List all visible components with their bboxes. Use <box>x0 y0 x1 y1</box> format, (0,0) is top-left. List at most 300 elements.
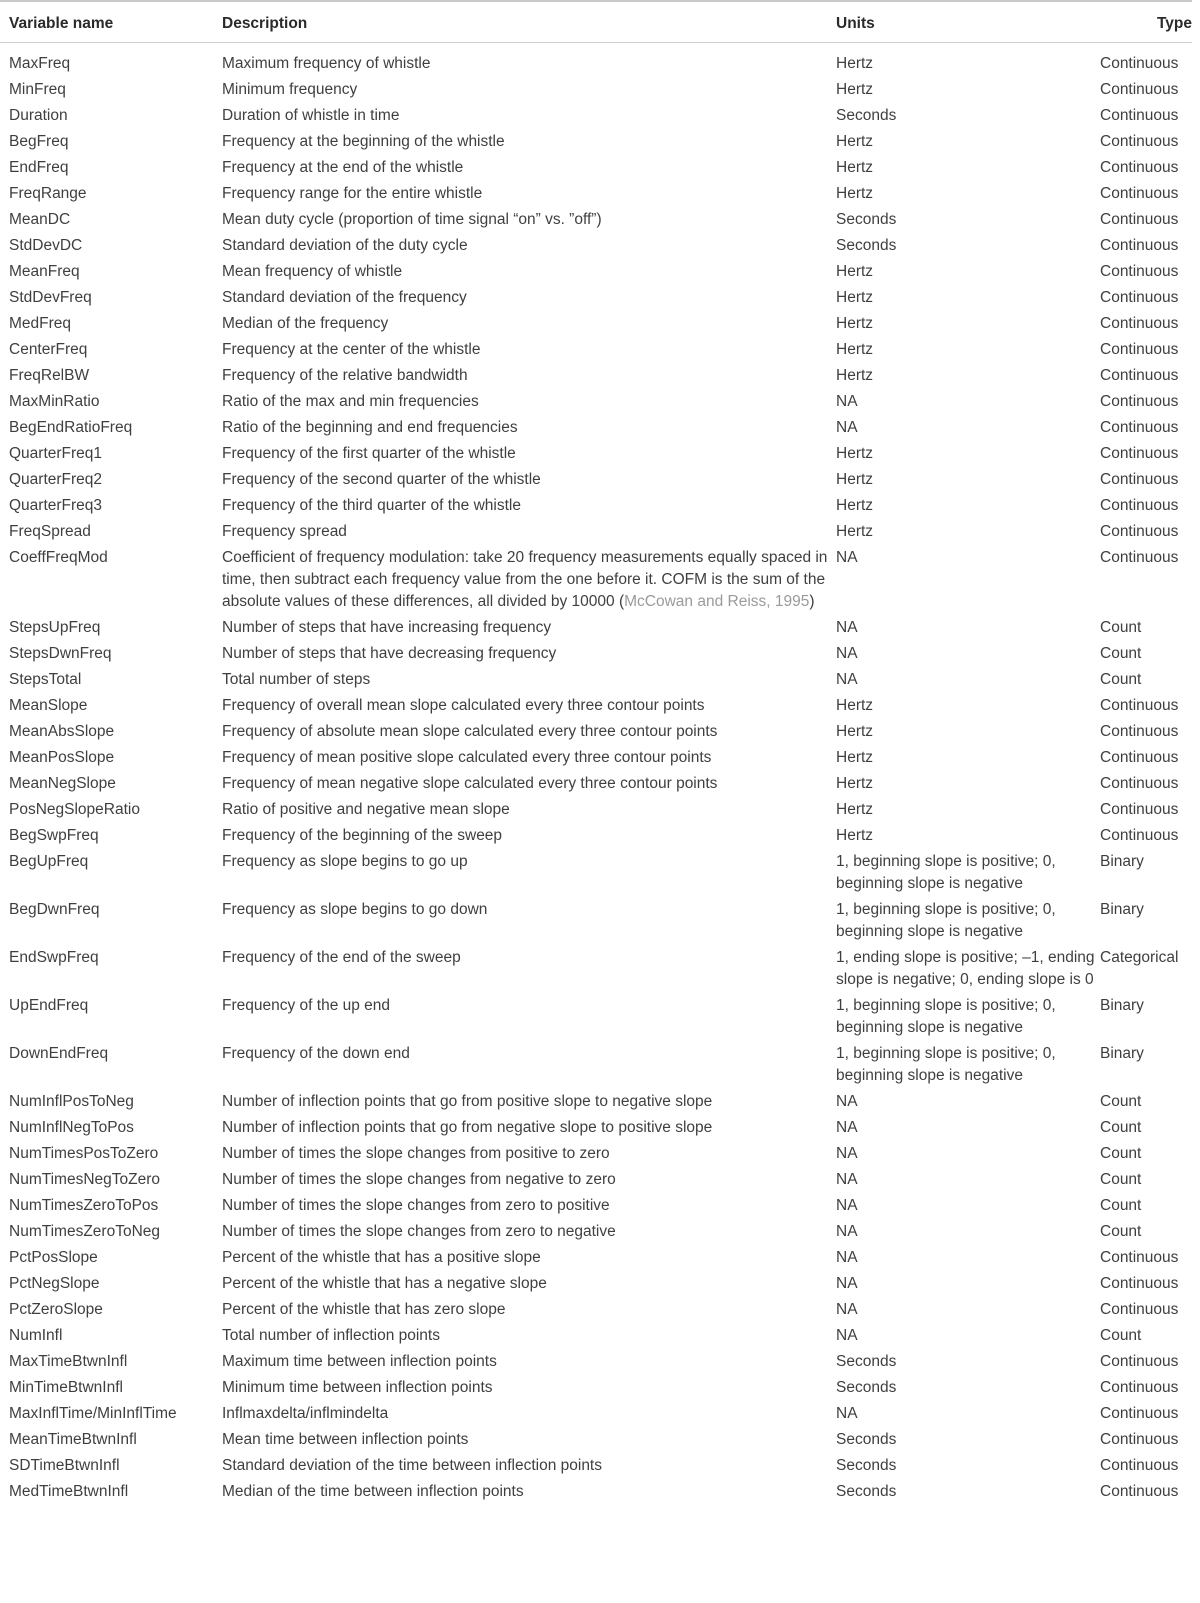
description-cell <box>222 823 836 849</box>
units-cell: NA <box>836 1119 858 1136</box>
type-cell: Continuous <box>1100 723 1179 740</box>
table-row <box>0 641 1192 667</box>
type-cell: Continuous <box>1100 801 1179 818</box>
description-text: Ratio of positive and negative mean slope <box>222 801 510 818</box>
units-cell: NA <box>836 671 858 688</box>
description-text: Frequency of the end of the sweep <box>222 949 461 966</box>
table-row <box>0 233 1192 259</box>
type-cell: Continuous <box>1100 367 1179 384</box>
variable-name-cell: MinTimeBtwnInfl <box>9 1379 123 1396</box>
type-cell: Continuous <box>1100 697 1179 714</box>
units-cell: NA <box>836 1197 858 1214</box>
description-text: Frequency of overall mean slope calculated every three contour points <box>222 697 705 714</box>
description-cell <box>222 1141 836 1167</box>
description-cell <box>222 667 836 693</box>
table-row <box>0 1427 1192 1453</box>
variable-name-cell: MaxMinRatio <box>9 393 100 410</box>
description-cell <box>222 493 836 519</box>
units-cell: NA <box>836 1171 858 1188</box>
description-text: Frequency of the first quarter of the whistle <box>222 445 516 462</box>
description-text: Number of times the slope changes from positive to zero <box>222 1145 610 1162</box>
units-cell: Hertz <box>836 341 874 358</box>
table-row <box>0 1245 1192 1271</box>
description-text: Median of the time between inflection points <box>222 1483 524 1500</box>
units-cell: Hertz <box>836 775 874 792</box>
table-row <box>0 1453 1192 1479</box>
units-cell: Seconds <box>836 1457 897 1474</box>
description-cell <box>222 1427 836 1453</box>
table-row <box>0 1401 1192 1427</box>
table-row <box>0 1167 1192 1193</box>
table-row <box>0 207 1192 233</box>
variable-name-cell: MaxFreq <box>9 55 71 72</box>
type-cell: Continuous <box>1100 749 1179 766</box>
variable-name-cell: MeanPosSlope <box>9 749 115 766</box>
type-cell: Continuous <box>1100 1301 1179 1318</box>
units-cell: 1, beginning slope is positive; 0, beginning slope is negative <box>836 901 1056 940</box>
table-row <box>0 259 1192 285</box>
description-text: Total number of steps <box>222 671 371 688</box>
type-cell: Continuous <box>1100 1275 1179 1292</box>
description-cell <box>222 1041 836 1089</box>
units-cell: 1, ending slope is positive; –1, ending slope is negative; 0, ending slope is 0 <box>836 949 1095 988</box>
table-row <box>0 415 1192 441</box>
table-row <box>0 1115 1192 1141</box>
table-row <box>0 1479 1192 1505</box>
type-cell: Count <box>1100 1327 1142 1344</box>
table-row <box>0 181 1192 207</box>
description-text: Inflmaxdelta/inflmindelta <box>222 1405 389 1422</box>
variable-name-cell: PosNegSlopeRatio <box>9 801 140 818</box>
description-text: Median of the frequency <box>222 315 389 332</box>
description-text: Coefficient of frequency modulation: take 20 frequency measurements equally spaced in time, then subtract each frequency value from the one before it. COFM is the sum of the absolute values of these differences, all divided by 10000 ( <box>222 549 828 610</box>
units-cell: Seconds <box>836 1483 897 1500</box>
table-header <box>0 1 1192 43</box>
description-text: Percent of the whistle that has a negative slope <box>222 1275 547 1292</box>
description-text: Frequency as slope begins to go up <box>222 853 468 870</box>
variable-name-cell: PctZeroSlope <box>9 1301 103 1318</box>
variable-name-cell: BegEndRatioFreq <box>9 419 133 436</box>
type-cell: Continuous <box>1100 237 1179 254</box>
description-text: Frequency at the center of the whistle <box>222 341 481 358</box>
units-cell: Hertz <box>836 445 874 462</box>
variable-name-cell: FreqRange <box>9 185 87 202</box>
type-cell: Continuous <box>1100 1483 1179 1500</box>
variable-name-cell: DownEndFreq <box>9 1045 109 1062</box>
variable-name-cell: MeanSlope <box>9 697 88 714</box>
description-text-end: ) <box>809 593 815 610</box>
units-cell: Seconds <box>836 1379 897 1396</box>
variable-name-cell: BegDwnFreq <box>9 901 100 918</box>
type-cell: Continuous <box>1100 1379 1179 1396</box>
header-description: Description <box>222 15 308 32</box>
description-text: Frequency range for the entire whistle <box>222 185 483 202</box>
type-cell: Continuous <box>1100 549 1179 566</box>
units-cell: Hertz <box>836 697 874 714</box>
description-text: Maximum frequency of whistle <box>222 55 431 72</box>
description-text: Frequency of mean positive slope calculated every three contour points <box>222 749 712 766</box>
table-row <box>0 1219 1192 1245</box>
description-text: Frequency of the second quarter of the whistle <box>222 471 541 488</box>
variable-name-cell: FreqRelBW <box>9 367 90 384</box>
type-cell: Continuous <box>1100 445 1179 462</box>
type-cell: Continuous <box>1100 211 1179 228</box>
description-text: Frequency of the down end <box>222 1045 410 1062</box>
table-row <box>0 1193 1192 1219</box>
description-cell <box>222 77 836 103</box>
variable-name-cell: MeanNegSlope <box>9 775 116 792</box>
description-text: Frequency of absolute mean slope calculated every three contour points <box>222 723 718 740</box>
type-cell: Binary <box>1100 997 1144 1014</box>
variable-name-cell: PctNegSlope <box>9 1275 100 1292</box>
description-text: Number of times the slope changes from zero to negative <box>222 1223 616 1240</box>
description-text: Number of times the slope changes from zero to positive <box>222 1197 610 1214</box>
variable-name-cell: MedTimeBtwnInfl <box>9 1483 129 1500</box>
description-text: Frequency of the third quarter of the whistle <box>222 497 521 514</box>
variable-name-cell: CenterFreq <box>9 341 88 358</box>
description-text: Percent of the whistle that has a positive slope <box>222 1249 541 1266</box>
description-cell <box>222 1245 836 1271</box>
header-variable-name: Variable name <box>9 15 114 32</box>
description-text: Percent of the whistle that has zero slope <box>222 1301 506 1318</box>
table-row <box>0 993 1192 1041</box>
units-cell: NA <box>836 1223 858 1240</box>
description-text: Ratio of the max and min frequencies <box>222 393 479 410</box>
description-text: Mean time between inflection points <box>222 1431 469 1448</box>
description-text: Frequency at the end of the whistle <box>222 159 464 176</box>
table-row <box>0 797 1192 823</box>
units-cell: Hertz <box>836 55 874 72</box>
description-cell <box>222 945 836 993</box>
variable-name-cell: FreqSpread <box>9 523 91 540</box>
variable-name-cell: StepsDwnFreq <box>9 645 112 662</box>
units-cell: Hertz <box>836 133 874 150</box>
description-cell <box>222 993 836 1041</box>
type-cell: Count <box>1100 1197 1142 1214</box>
variable-name-cell: StepsUpFreq <box>9 619 101 636</box>
variable-name-cell: MinFreq <box>9 81 66 98</box>
description-text: Frequency at the beginning of the whistle <box>222 133 505 150</box>
variable-name-cell: StdDevDC <box>9 237 83 254</box>
description-cell <box>222 129 836 155</box>
type-cell: Continuous <box>1100 1353 1179 1370</box>
description-cell <box>222 1271 836 1297</box>
description-text: Frequency of the up end <box>222 997 391 1014</box>
units-cell: Hertz <box>836 471 874 488</box>
table-row <box>0 311 1192 337</box>
units-cell: NA <box>836 1405 858 1422</box>
description-text: Mean frequency of whistle <box>222 263 403 280</box>
table-row <box>0 615 1192 641</box>
type-cell: Continuous <box>1100 471 1179 488</box>
description-cell <box>222 771 836 797</box>
table-row <box>0 43 1192 78</box>
description-text: Number of inflection points that go from positive slope to negative slope <box>222 1093 713 1110</box>
variable-name-cell: MaxInflTime/MinInflTime <box>9 1405 177 1422</box>
table-row <box>0 77 1192 103</box>
description-text: Standard deviation of the duty cycle <box>222 237 468 254</box>
units-cell: Hertz <box>836 263 874 280</box>
units-cell: Seconds <box>836 1431 897 1448</box>
type-cell: Continuous <box>1100 827 1179 844</box>
table-row <box>0 285 1192 311</box>
type-cell: Continuous <box>1100 185 1179 202</box>
variable-name-cell: QuarterFreq2 <box>9 471 103 488</box>
variable-name-cell: StdDevFreq <box>9 289 92 306</box>
description-cell <box>222 311 836 337</box>
variable-name-cell: StepsTotal <box>9 671 82 688</box>
description-text: Number of steps that have decreasing frequency <box>222 645 557 662</box>
units-cell: Hertz <box>836 749 874 766</box>
description-cell <box>222 897 836 945</box>
type-cell: Continuous <box>1100 497 1179 514</box>
table-row <box>0 155 1192 181</box>
variable-name-cell: NumTimesNegToZero <box>9 1171 161 1188</box>
description-cell <box>222 181 836 207</box>
description-cell <box>222 1479 836 1505</box>
description-text: Frequency spread <box>222 523 347 540</box>
variable-name-cell: Duration <box>9 107 68 124</box>
type-cell: Continuous <box>1100 289 1179 306</box>
description-cell <box>222 797 836 823</box>
type-cell: Continuous <box>1100 393 1179 410</box>
variable-name-cell: BegSwpFreq <box>9 827 99 844</box>
description-text: Mean duty cycle (proportion of time signal “on” vs. ”off”) <box>222 211 602 228</box>
variable-name-cell: QuarterFreq1 <box>9 445 103 462</box>
variable-name-cell: EndSwpFreq <box>9 949 99 966</box>
units-cell: Seconds <box>836 211 897 228</box>
type-cell: Continuous <box>1100 133 1179 150</box>
table-body <box>0 43 1192 1506</box>
variable-name-cell: MeanAbsSlope <box>9 723 115 740</box>
variable-name-cell: MeanTimeBtwnInfl <box>9 1431 137 1448</box>
description-cell <box>222 1219 836 1245</box>
description-cell <box>222 259 836 285</box>
variable-name-cell: BegFreq <box>9 133 69 150</box>
description-text: Number of steps that have increasing frequency <box>222 619 552 636</box>
table-row <box>0 1297 1192 1323</box>
type-cell: Continuous <box>1100 1431 1179 1448</box>
variable-name-cell: NumTimesZeroToNeg <box>9 1223 161 1240</box>
description-text: Standard deviation of the time between inflection points <box>222 1457 602 1474</box>
units-cell: 1, beginning slope is positive; 0, beginning slope is negative <box>836 997 1056 1036</box>
variable-name-cell: MeanFreq <box>9 263 80 280</box>
description-text: Number of times the slope changes from negative to zero <box>222 1171 616 1188</box>
header-row <box>0 1 1192 43</box>
units-cell: Hertz <box>836 723 874 740</box>
description-cell <box>222 745 836 771</box>
table-row <box>0 1375 1192 1401</box>
units-cell: NA <box>836 419 858 436</box>
description-cell <box>222 1167 836 1193</box>
description-cell <box>222 467 836 493</box>
type-cell: Count <box>1100 1171 1142 1188</box>
units-cell: NA <box>836 1249 858 1266</box>
description-text: Frequency as slope begins to go down <box>222 901 488 918</box>
units-cell: NA <box>836 549 858 566</box>
table-row <box>0 363 1192 389</box>
table-row <box>0 823 1192 849</box>
units-cell: NA <box>836 393 858 410</box>
type-cell: Continuous <box>1100 419 1179 436</box>
description-cell <box>222 155 836 181</box>
description-text: Frequency of the relative bandwidth <box>222 367 468 384</box>
table-row <box>0 103 1192 129</box>
table-row <box>0 337 1192 363</box>
description-cell <box>222 441 836 467</box>
description-cell <box>222 1089 836 1115</box>
description-cell <box>222 693 836 719</box>
description-text: Minimum time between inflection points <box>222 1379 493 1396</box>
description-cell <box>222 1193 836 1219</box>
description-cell <box>222 641 836 667</box>
table-row <box>0 897 1192 945</box>
units-cell: NA <box>836 645 858 662</box>
variable-name-cell: SDTimeBtwnInfl <box>9 1457 120 1474</box>
type-cell: Binary <box>1100 901 1144 918</box>
type-cell: Continuous <box>1100 775 1179 792</box>
description-cell <box>222 615 836 641</box>
table-row <box>0 1271 1192 1297</box>
type-cell: Binary <box>1100 853 1144 870</box>
variable-name-cell: NumTimesZeroToPos <box>9 1197 159 1214</box>
description-cell <box>222 389 836 415</box>
variable-name-cell: MeanDC <box>9 211 71 228</box>
units-cell: NA <box>836 1327 858 1344</box>
variable-name-cell: CoeffFreqMod <box>9 549 108 566</box>
description-cell <box>222 233 836 259</box>
table-row <box>0 849 1192 897</box>
type-cell: Count <box>1100 1119 1142 1136</box>
description-cell <box>222 415 836 441</box>
type-cell: Continuous <box>1100 1457 1179 1474</box>
description-cell <box>222 1375 836 1401</box>
units-cell: NA <box>836 1093 858 1110</box>
type-cell: Count <box>1100 645 1142 662</box>
description-text: Duration of whistle in time <box>222 107 400 124</box>
type-cell: Count <box>1100 1223 1142 1240</box>
units-cell: Hertz <box>836 289 874 306</box>
table-row <box>0 1041 1192 1089</box>
description-text: Total number of inflection points <box>222 1327 440 1344</box>
citation-link[interactable]: McCowan and Reiss, 1995 <box>624 593 810 610</box>
units-cell: Seconds <box>836 237 897 254</box>
units-cell: Hertz <box>836 185 874 202</box>
units-cell: Seconds <box>836 107 897 124</box>
units-cell: Hertz <box>836 801 874 818</box>
type-cell: Continuous <box>1100 81 1179 98</box>
table-row <box>0 745 1192 771</box>
table-row <box>0 667 1192 693</box>
description-cell <box>222 1297 836 1323</box>
description-text: Frequency of mean negative slope calculated every three contour points <box>222 775 718 792</box>
description-cell <box>222 103 836 129</box>
description-cell <box>222 337 836 363</box>
units-cell: Hertz <box>836 81 874 98</box>
table-row <box>0 129 1192 155</box>
variable-name-cell: NumInfl <box>9 1327 63 1344</box>
units-cell: 1, beginning slope is positive; 0, beginning slope is negative <box>836 1045 1056 1084</box>
description-text: Frequency of the beginning of the sweep <box>222 827 503 844</box>
type-cell: Count <box>1100 1145 1142 1162</box>
units-cell: NA <box>836 1145 858 1162</box>
units-cell: Hertz <box>836 367 874 384</box>
variable-name-cell: NumInflPosToNeg <box>9 1093 134 1110</box>
variable-name-cell: MaxTimeBtwnInfl <box>9 1353 128 1370</box>
type-cell: Categorical <box>1100 949 1179 966</box>
table-row <box>0 1141 1192 1167</box>
table-row <box>0 1089 1192 1115</box>
type-cell: Count <box>1100 671 1142 688</box>
description-cell <box>222 545 836 615</box>
description-cell <box>222 285 836 311</box>
table-row <box>0 945 1192 993</box>
variable-name-cell: BegUpFreq <box>9 853 89 870</box>
description-cell <box>222 519 836 545</box>
table-row <box>0 693 1192 719</box>
description-text: Ratio of the beginning and end frequencies <box>222 419 518 436</box>
variable-name-cell: QuarterFreq3 <box>9 497 103 514</box>
type-cell: Continuous <box>1100 263 1179 280</box>
type-cell: Continuous <box>1100 159 1179 176</box>
type-cell: Continuous <box>1100 341 1179 358</box>
header-type: Type <box>1156 15 1192 32</box>
table-row <box>0 389 1192 415</box>
table-row <box>0 771 1192 797</box>
variable-name-cell: EndFreq <box>9 159 69 176</box>
header-units: Units <box>836 15 875 32</box>
variable-name-cell: NumInflNegToPos <box>9 1119 134 1136</box>
description-cell <box>222 1349 836 1375</box>
description-cell <box>222 849 836 897</box>
units-cell: 1, beginning slope is positive; 0, beginning slope is negative <box>836 853 1056 892</box>
units-cell: Seconds <box>836 1353 897 1370</box>
units-cell: Hertz <box>836 497 874 514</box>
units-cell: NA <box>836 1301 858 1318</box>
type-cell: Binary <box>1100 1045 1144 1062</box>
type-cell: Count <box>1100 1093 1142 1110</box>
description-text: Number of inflection points that go from negative slope to positive slope <box>222 1119 713 1136</box>
description-cell <box>222 1323 836 1349</box>
units-cell: Hertz <box>836 159 874 176</box>
description-cell <box>222 1115 836 1141</box>
type-cell: Continuous <box>1100 523 1179 540</box>
variable-name-cell: MedFreq <box>9 315 72 332</box>
type-cell: Continuous <box>1100 55 1179 72</box>
description-cell <box>222 1401 836 1427</box>
type-cell: Continuous <box>1100 1405 1179 1422</box>
type-cell: Continuous <box>1100 1249 1179 1266</box>
units-cell: Hertz <box>836 827 874 844</box>
table-row <box>0 467 1192 493</box>
description-text: Minimum frequency <box>222 81 358 98</box>
table-row <box>0 441 1192 467</box>
units-cell: NA <box>836 619 858 636</box>
table-row <box>0 493 1192 519</box>
type-cell: Continuous <box>1100 107 1179 124</box>
description-cell <box>222 1453 836 1479</box>
description-cell <box>222 363 836 389</box>
variable-name-cell: PctPosSlope <box>9 1249 98 1266</box>
units-cell: Hertz <box>836 523 874 540</box>
type-cell: Count <box>1100 619 1142 636</box>
units-cell: Hertz <box>836 315 874 332</box>
description-text: Standard deviation of the frequency <box>222 289 467 306</box>
variable-name-cell: NumTimesPosToZero <box>9 1145 159 1162</box>
units-cell: NA <box>836 1275 858 1292</box>
table-row <box>0 545 1192 615</box>
description-cell <box>222 43 836 78</box>
